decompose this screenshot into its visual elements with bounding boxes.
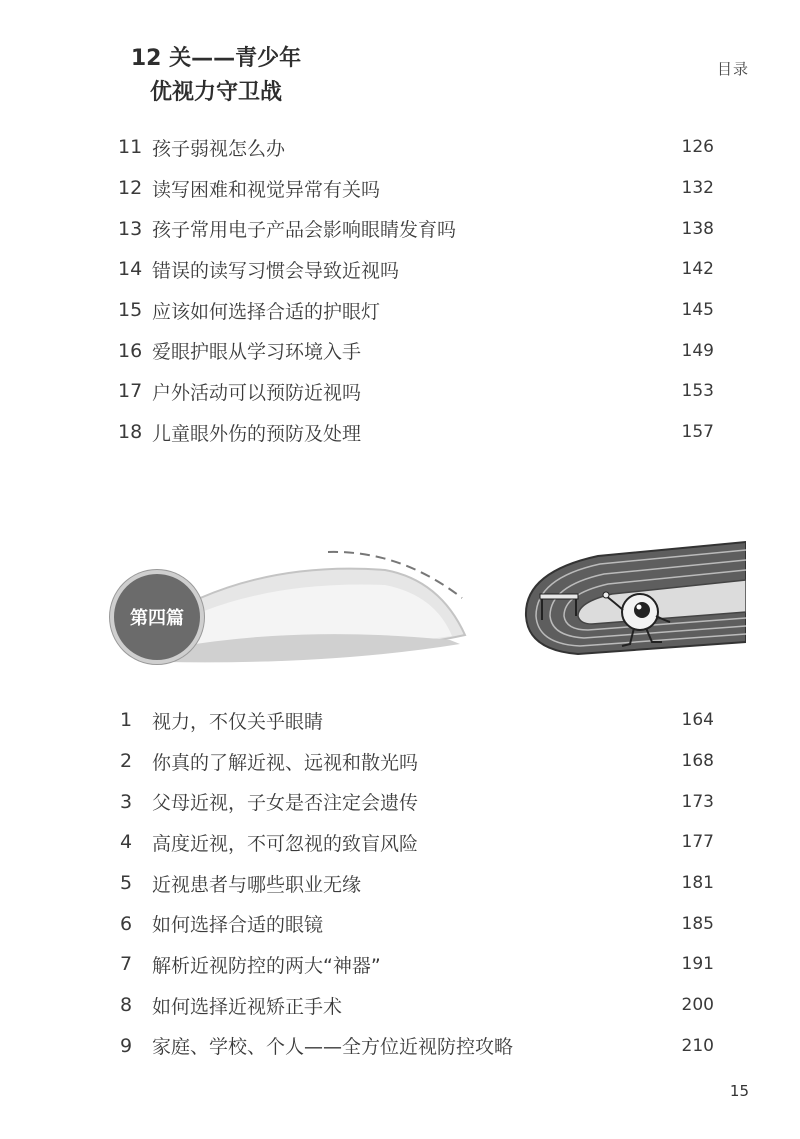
toc-entry-page: 185 — [681, 913, 714, 934]
toc-entry-page: 200 — [681, 995, 714, 1016]
toc-entry[interactable] — [118, 290, 714, 331]
toc-entry-page: 181 — [681, 873, 714, 894]
toc-entry-number: 9 — [120, 1034, 133, 1057]
toc-list-part3 — [118, 127, 714, 453]
toc-entry[interactable] — [118, 822, 714, 863]
toc-entry-title: 孩子常用电子产品会影响眼睛发育吗 — [152, 219, 457, 242]
toc-entry-page: 191 — [681, 954, 714, 975]
toc-entry[interactable] — [118, 330, 714, 371]
toc-entry[interactable] — [118, 412, 714, 453]
toc-entry[interactable] — [118, 127, 714, 168]
toc-entry[interactable] — [118, 249, 714, 290]
toc-entry-title: 如何选择近视矫正手术 — [152, 995, 343, 1018]
toc-entry-number: 15 — [118, 299, 143, 322]
toc-entry-page: 153 — [681, 381, 714, 402]
toc-entry-title: 视力，不仅关乎眼睛 — [152, 710, 324, 733]
toc-entry-page: 168 — [681, 751, 714, 772]
part-title-line2: 优视力守卫战 — [149, 80, 282, 105]
toc-entry[interactable] — [118, 944, 714, 985]
toc-entry[interactable] — [118, 863, 714, 904]
toc-entry-title: 错误的读写习惯会导致近视吗 — [152, 259, 400, 282]
toc-entry-number: 16 — [118, 339, 143, 362]
toc-entry-number: 6 — [120, 912, 133, 935]
toc-entry-page: 149 — [681, 340, 714, 361]
part-title-line1: 12 关——青少年 — [130, 46, 302, 71]
toc-entry-number: 3 — [120, 790, 133, 813]
toc-entry-number: 1 — [120, 709, 133, 732]
toc-entry-page: 126 — [681, 137, 714, 158]
toc-entry[interactable] — [118, 1026, 714, 1067]
toc-entry-number: 5 — [120, 872, 133, 895]
part-badge-label: 第四篇 — [130, 608, 184, 629]
part-badge — [110, 570, 204, 664]
toc-entry-page: 132 — [681, 178, 714, 199]
toc-entry-page: 177 — [681, 832, 714, 853]
toc-entry-number: 18 — [118, 421, 143, 444]
toc-entry[interactable] — [118, 741, 714, 782]
page-number: 15 — [729, 1082, 749, 1100]
toc-entry-number: 17 — [118, 380, 143, 403]
toc-entry-title: 父母近视，子女是否注定会遗传 — [152, 792, 419, 815]
toc-entry[interactable] — [118, 168, 714, 209]
toc-entry[interactable] — [118, 985, 714, 1026]
toc-entry-title: 近视患者与哪些职业无缘 — [152, 873, 362, 896]
toc-entry-title: 你真的了解近视、远视和散光吗 — [152, 751, 419, 774]
eyeball-mascot-running-track-icon — [518, 538, 746, 656]
toc-entry-number: 12 — [118, 177, 143, 200]
toc-entry-title: 孩子弱视怎么办 — [152, 137, 286, 160]
toc-entry-title: 家庭、学校、个人——全方位近视防控攻略 — [152, 1036, 514, 1059]
toc-entry[interactable] — [118, 903, 714, 944]
toc-entry-number: 7 — [120, 953, 133, 976]
toc-entry-number: 13 — [118, 217, 143, 240]
toc-entry-title: 读写困难和视觉异常有关吗 — [152, 178, 381, 201]
toc-entry-page: 157 — [681, 422, 714, 443]
toc-entry-number: 14 — [118, 258, 143, 281]
toc-entry[interactable] — [118, 700, 714, 741]
toc-entry-title: 儿童眼外伤的预防及处理 — [152, 422, 362, 445]
toc-entry-title: 如何选择合适的眼镜 — [152, 914, 324, 937]
toc-entry-page: 164 — [681, 710, 714, 731]
part-title — [116, 42, 316, 110]
toc-entry-page: 173 — [681, 791, 714, 812]
toc-entry-title: 解析近视防控的两大“神器” — [152, 954, 381, 977]
toc-entry[interactable] — [118, 781, 714, 822]
toc-entry-title: 高度近视，不可忽视的致盲风险 — [152, 832, 419, 855]
toc-entry-page: 142 — [681, 259, 714, 280]
toc-entry-number: 2 — [120, 750, 133, 773]
running-header: 目录 — [716, 60, 749, 78]
toc-entry-page: 145 — [681, 300, 714, 321]
toc-list-part4 — [118, 700, 714, 1066]
toc-entry-page: 210 — [681, 1035, 714, 1056]
toc-entry-title: 应该如何选择合适的护眼灯 — [152, 300, 381, 323]
toc-entry-title: 户外活动可以预防近视吗 — [152, 381, 362, 404]
toc-entry-title: 爱眼护眼从学习环境入手 — [152, 341, 362, 364]
toc-entry-page: 138 — [681, 218, 714, 239]
toc-entry-number: 11 — [118, 136, 143, 159]
toc-entry-number: 4 — [120, 831, 133, 854]
toc-entry-number: 8 — [120, 994, 133, 1017]
toc-entry[interactable] — [118, 208, 714, 249]
toc-entry[interactable] — [118, 371, 714, 412]
